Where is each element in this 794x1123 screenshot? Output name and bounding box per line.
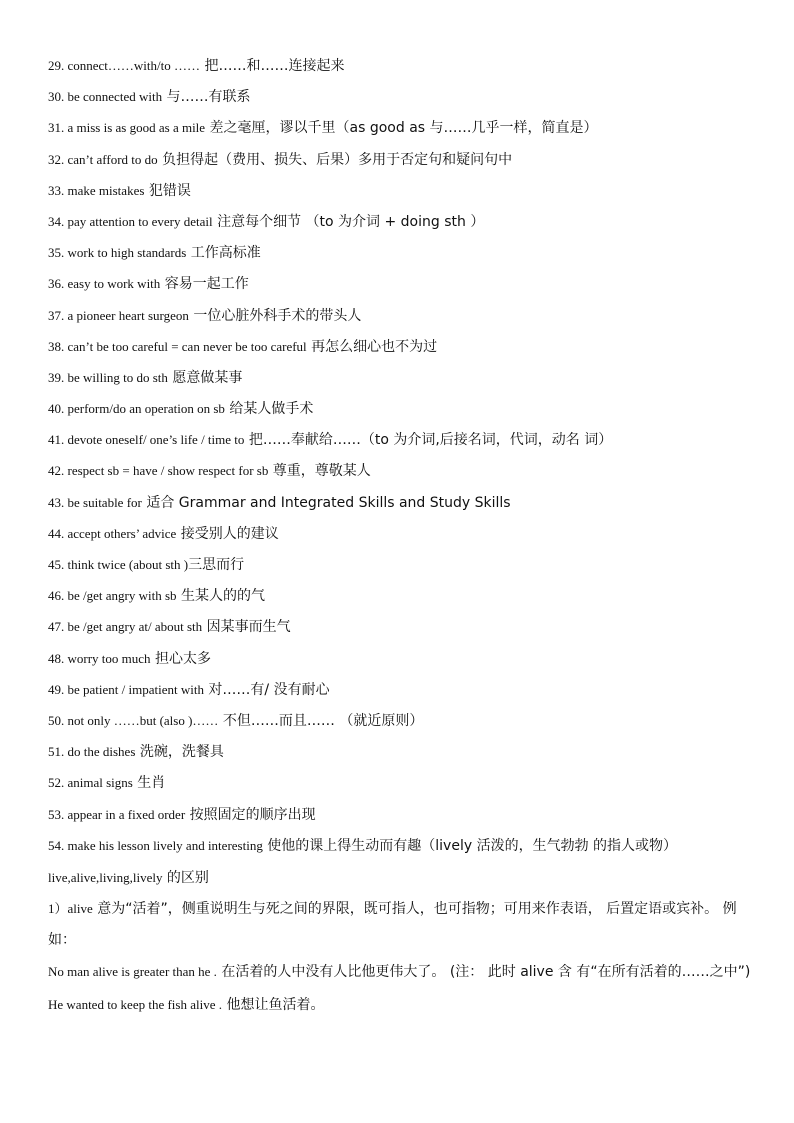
vocab-item — [48, 393, 754, 424]
vocab-phrase: 36. easy to work with — [48, 276, 161, 292]
example-sentence-1 — [48, 956, 754, 988]
vocab-item — [48, 549, 754, 580]
vocab-phrase: 31. a miss is as good as a mile — [48, 120, 206, 136]
vocab-phrase: 50. not only ……but (also )…… — [48, 712, 219, 728]
vocab-item — [48, 300, 754, 331]
vocab-item — [48, 580, 754, 611]
vocab-item — [48, 331, 754, 362]
vocab-phrase: 54. make his lesson lively and interesting — [48, 837, 263, 853]
vocab-meaning: 把……奉献给……（to 为介词,后接名词，代词，动名 词） — [244, 432, 613, 449]
vocab-meaning: 三思而行 — [188, 557, 245, 573]
vocab-item — [48, 674, 754, 705]
vocab-meaning: 洗碗，洗餐具 — [135, 744, 224, 761]
vocab-meaning: 工作高标准 — [186, 245, 261, 262]
example-sentence-2 — [48, 989, 754, 1020]
vocab-meaning: 担心太多 — [150, 650, 211, 667]
vocab-phrase: 44. accept others’ advice — [48, 525, 177, 541]
vocab-phrase: 47. be /get angry at/ about sth — [48, 619, 203, 635]
vocab-meaning: 生某人的的气 — [176, 588, 265, 605]
vocab-phrase: 51. do the dishes — [48, 744, 136, 760]
vocab-meaning: 与……有联系 — [162, 89, 251, 106]
vocab-item — [48, 455, 754, 486]
vocab-meaning: 再怎么细心也不为过 — [306, 338, 438, 355]
vocab-meaning: 把……和……连接起来 — [200, 58, 345, 74]
vocab-phrase: 53. appear in a fixed order — [48, 806, 186, 822]
vocab-meaning: 犯错误 — [144, 182, 191, 199]
vocab-list — [48, 50, 754, 830]
alive-explanation — [48, 893, 754, 956]
vocab-phrase: 34. pay attention to every detail — [48, 213, 213, 229]
vocab-item — [48, 237, 754, 268]
vocab-meaning: 适合 Grammar and Integrated Skills and Study Skills — [141, 494, 511, 511]
vocab-phrase: 40. perform/do an operation on sb — [48, 401, 225, 417]
vocab-item — [48, 206, 754, 237]
example-chinese: 在活着的人中没有人比他更伟大了。 (注： 此时 alive 含 有“在所有活着的……之中”) — [216, 964, 751, 981]
example-chinese: 他想让鱼活着。 — [222, 996, 325, 1013]
vocab-item — [48, 736, 754, 767]
vocab-item-54 — [48, 830, 754, 862]
vocab-phrase: 41. devote oneself/ one’s life / time to — [48, 432, 245, 448]
vocab-item — [48, 362, 754, 393]
vocab-item — [48, 611, 754, 642]
vocab-phrase: 30. be connected with — [48, 89, 163, 105]
vocab-meaning: 容易一起工作 — [160, 276, 249, 293]
vocab-phrase: 49. be patient / impatient with — [48, 681, 204, 697]
vocab-meaning: 注意每个细节 （to 为介词 + doing sth ） — [212, 213, 485, 230]
vocab-phrase: 48. worry too much — [48, 650, 151, 666]
vocab-phrase: 42. respect sb = have / show respect for sb — [48, 463, 269, 479]
vocab-phrase: 38. can’t be too careful = can never be too careful — [48, 338, 307, 354]
document-page — [48, 50, 754, 1020]
difference-heading — [48, 862, 754, 893]
vocab-phrase: 37. a pioneer heart surgeon — [48, 307, 189, 323]
vocab-meaning: 差之毫厘，谬以千里（as good as 与……几乎一样，简直是） — [205, 120, 598, 137]
example-english: He wanted to keep the fish alive . — [48, 996, 222, 1012]
vocab-meaning: 愿意做某事 — [167, 369, 243, 386]
vocab-meaning: 给某人做手术 — [224, 401, 314, 418]
vocab-phrase: 52. animal signs — [48, 775, 133, 791]
vocab-item — [48, 81, 754, 112]
vocab-item — [48, 487, 754, 518]
vocab-meaning: 对……有/ 没有耐心 — [203, 681, 330, 698]
example-english: No man alive is greater than he . — [48, 964, 217, 980]
vocab-item — [48, 144, 754, 175]
vocab-phrase: 33. make mistakes — [48, 182, 145, 198]
vocab-meaning: 尊重，尊敬某人 — [268, 463, 371, 480]
vocab-item — [48, 50, 754, 81]
heading-words: live,alive,living,lively — [48, 869, 163, 885]
vocab-phrase: 46. be /get angry with sb — [48, 588, 177, 604]
vocab-meaning: 接受别人的建议 — [176, 525, 279, 542]
alive-definition: 意为“活着”，侧重说明生与死之间的界限，既可指人，也可指物；可用来作表语， 后置定语或宾补。 例如： — [48, 901, 737, 949]
vocab-phrase: 32. can’t afford to do — [48, 151, 158, 167]
vocab-meaning: 负担得起（费用、损失、后果）多用于否定句和疑问句中 — [157, 151, 513, 168]
vocab-item — [48, 767, 754, 798]
vocab-item — [48, 175, 754, 206]
alive-term: 1）alive — [48, 901, 93, 917]
vocab-phrase: 43. be suitable for — [48, 494, 142, 510]
heading-label: 的区别 — [162, 869, 209, 886]
vocab-phrase: 35. work to high standards — [48, 245, 187, 261]
vocab-item — [48, 799, 754, 830]
vocab-meaning: 按照固定的顺序出现 — [185, 806, 316, 823]
vocab-meaning: 生肖 — [132, 775, 166, 792]
vocab-meaning: 不但……而且…… （就近原则） — [218, 712, 424, 729]
vocab-meaning: 一位心脏外科手术的带头人 — [188, 307, 362, 324]
vocab-phrase: 39. be willing to do sth — [48, 369, 168, 385]
vocab-item — [48, 705, 754, 736]
vocab-item — [48, 112, 754, 143]
vocab-item — [48, 268, 754, 299]
vocab-phrase: 29. connect……with/to …… — [48, 58, 201, 73]
vocab-item — [48, 518, 754, 549]
vocab-meaning: 使他的课上得生动而有趣（lively 活泼的，生气勃勃 的指人或物） — [262, 837, 678, 854]
vocab-meaning: 因某事而生气 — [202, 619, 291, 636]
vocab-item — [48, 424, 754, 455]
vocab-phrase: 45. think twice (about sth ) — [48, 557, 189, 572]
vocab-item — [48, 643, 754, 674]
